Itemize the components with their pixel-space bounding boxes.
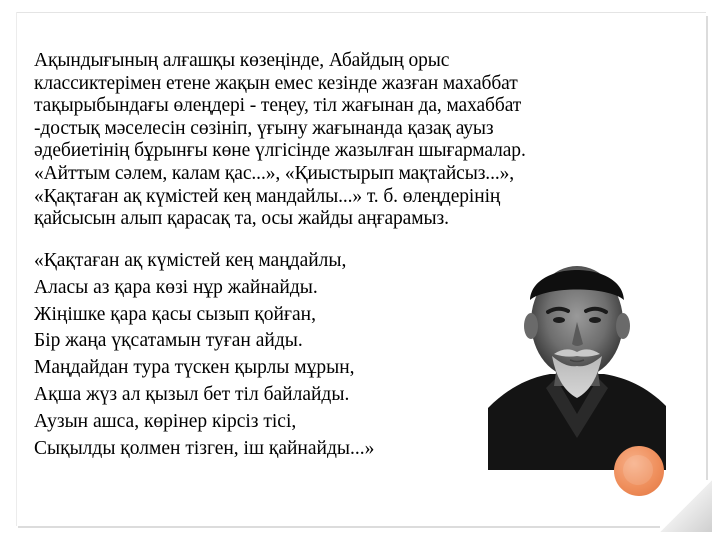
poet-portrait-image — [488, 238, 666, 470]
intro-line: «Қақтаған ақ күмістей кең мандайлы...» т. б. өлеңдерінің — [34, 185, 501, 207]
slide-edge-left — [16, 12, 17, 526]
poem-line: Жіңішке қара қасы сызып қойған, — [34, 303, 316, 325]
poem-line: Сықылды қолмен тізген, іш қайнайды...» — [34, 437, 375, 459]
decorative-orange-circle — [614, 446, 664, 496]
intro-line: тақырыбындағы өлеңдері - теңеу, тіл жағынан да, махаббат — [34, 95, 522, 117]
intro-line: «Айттым сәлем, калам қас...», «Қиыстырып мақтайсыз...», — [34, 162, 515, 184]
intro-line: әдебиетінің бұрынғы көне үлгісінде жазылған шығармалар. — [34, 140, 526, 162]
poem-line: Аласы аз қара көзі нұр жайнайды. — [34, 276, 318, 298]
poem-line: Бір жаңа үқсатамын туған айды. — [34, 330, 303, 352]
slide-edge-bottom — [18, 526, 660, 528]
intro-paragraph — [34, 50, 702, 231]
intro-line: Ақындығының алғашқы көзеңінде, Абайдың орыс — [34, 50, 450, 71]
poem-line: Маңдайдан тура түскен қырлы мұрын, — [34, 357, 355, 379]
intro-line: классиктерімен етене жақын емес кезінде жазған махаббат — [34, 72, 518, 94]
intro-line: -достық мәселесін сөзініп, үғыну жағынанда қазақ ауыз — [34, 117, 494, 139]
poem-line: «Қақтаған ақ күмістей кең маңдайлы, — [34, 250, 347, 271]
slide-edge-right — [706, 16, 708, 480]
intro-line: қайсысын алып қарасақ та, осы жайды аңғарамыз. — [34, 208, 449, 230]
poem-quote — [34, 248, 494, 462]
poem-line: Ақша жүз ал қызыл бет тіл байлайды. — [34, 383, 350, 405]
page-curl-corner — [660, 480, 712, 532]
poem-line: Аузын ашса, көрінер кірсіз тісі, — [34, 410, 297, 432]
slide-edge-top — [16, 12, 706, 13]
